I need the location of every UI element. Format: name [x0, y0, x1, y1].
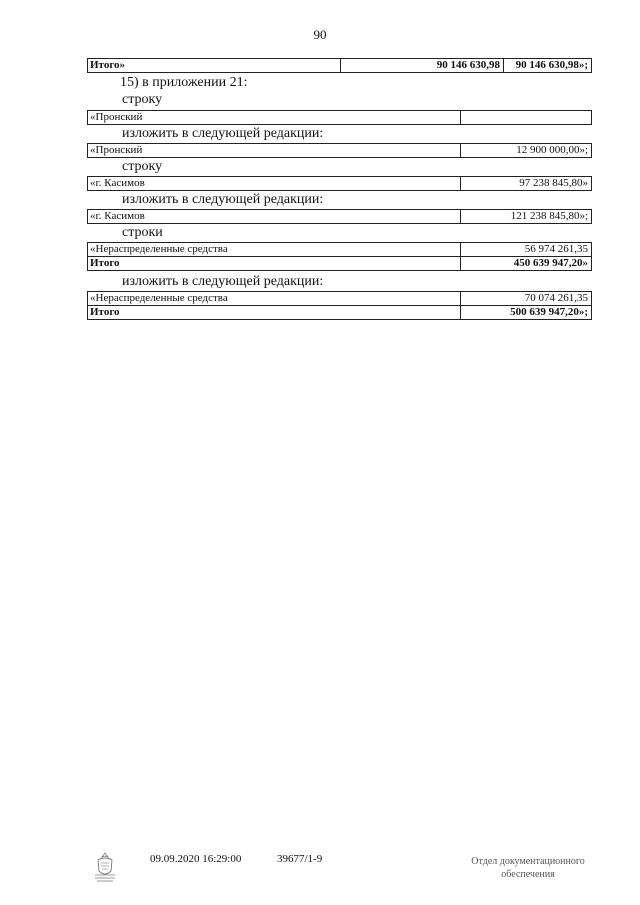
row-label: Итого»	[88, 59, 341, 72]
instruction-row: строку	[122, 159, 163, 174]
department-stamp	[448, 855, 608, 881]
row-value: 450 639 947,20»	[513, 257, 588, 269]
table-row-total-new	[87, 305, 592, 320]
row-label: «г. Касимов	[88, 177, 461, 190]
table-row-kasimov-old	[87, 176, 592, 191]
instruction-replace: изложить в следующей редакции:	[122, 126, 324, 141]
row-label: Итого	[88, 306, 461, 319]
row-label: «Пронский	[88, 144, 461, 157]
row-label: «Нераспределенные средства	[88, 243, 461, 256]
instruction-rows: строки	[122, 225, 163, 240]
row-value	[461, 111, 591, 124]
row-label: «г. Касимов	[88, 210, 461, 223]
table-row-total-old	[87, 256, 592, 271]
row-value: 12 900 000,00»;	[516, 144, 588, 156]
instruction-row: строку	[122, 92, 163, 107]
row-label: «Нераспределенные средства	[88, 292, 461, 305]
stamp-line-1: Отдел документационного	[471, 856, 585, 867]
row-value: 56 974 261,35	[524, 243, 588, 255]
row-label: «Пронский	[88, 111, 461, 124]
table-row-unallocated-new	[87, 291, 592, 306]
footer-doc-number: 39677/1-9	[277, 853, 323, 865]
row-value: 500 639 947,20»;	[510, 306, 588, 318]
stamp-line-2: обеспечения	[501, 869, 555, 880]
row-value-2: 90 146 630,98»;	[503, 59, 591, 72]
item-heading: 15) в приложении 21:	[120, 75, 248, 90]
row-value: 70 074 261,35	[524, 292, 588, 304]
row-value-1: 90 146 630,98	[436, 59, 500, 71]
table-row-kasimov-new	[87, 209, 592, 224]
table-row-pronsky-new	[87, 143, 592, 158]
row-label: Итого	[88, 257, 461, 270]
row-value: 97 238 845,80»	[519, 177, 588, 189]
coat-of-arms-icon	[92, 851, 118, 885]
instruction-replace: изложить в следующей редакции:	[122, 192, 324, 207]
page-number: 90	[313, 27, 327, 42]
table-row-total-top	[87, 58, 592, 73]
table-row-unallocated-old	[87, 242, 592, 257]
footer-datetime: 09.09.2020 16:29:00	[150, 853, 242, 865]
row-value: 121 238 845,80»;	[510, 210, 588, 222]
instruction-replace: изложить в следующей редакции:	[122, 274, 324, 289]
table-row-pronsky-old	[87, 110, 592, 125]
